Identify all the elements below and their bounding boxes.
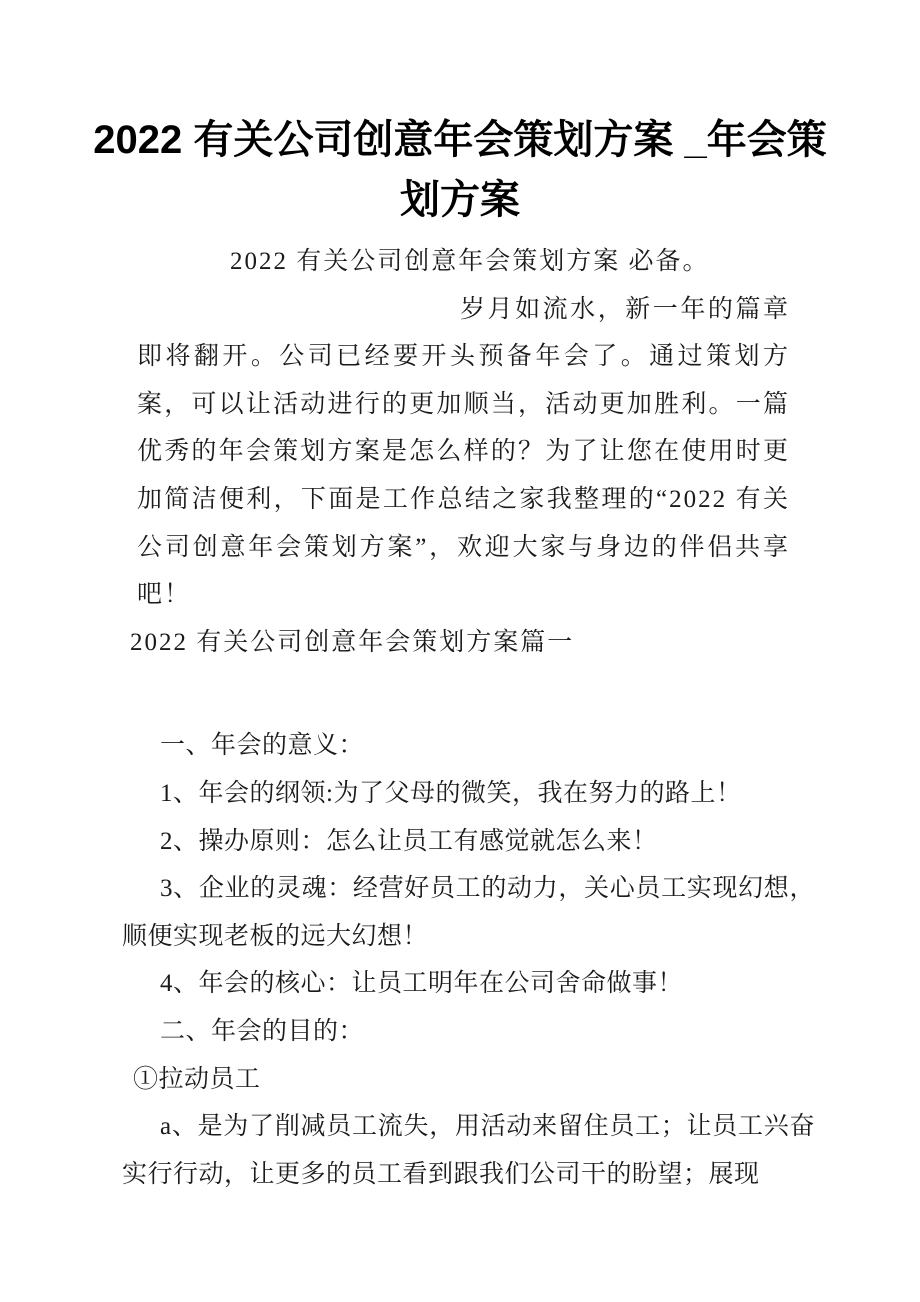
item-4-core: 4、年会的核心：让员工明年在公司舍命做事！ <box>160 970 684 998</box>
item-3-soul: 3、企业的灵魂：经营好员工的动力，关心员工实现幻想，顺便实现老板的远大幻想！ <box>122 875 815 950</box>
doc-subtitle-line: 2022 有关公司创意年会策划方案 必备。 <box>230 248 710 275</box>
document-title: 2022 有关公司创意年会策划方案 _年会策划方案 <box>93 118 827 222</box>
document-body <box>0 238 920 1198</box>
section-2-heading: 二、年会的目的： <box>160 1017 365 1045</box>
section-1-heading: 一、年会的意义： <box>160 732 365 760</box>
item-1-guideline: 1、年会的纲领:为了父母的微笑，我在努力的路上！ <box>160 779 742 807</box>
chapter-one-heading: 2022 有关公司创意年会策划方案篇一 <box>130 628 575 656</box>
item-2-principle: 2、操办原则：怎么让员工有感觉就怎么来！ <box>160 827 658 855</box>
subitem-circled-1: ①拉动员工 <box>133 1065 261 1093</box>
intro-paragraph: 岁月如流水，新一年的篇章即将翻开。公司已经要开头预备年会了。通过策划方案，可以让活动进行的更加顺当，活动更加胜利。一篇优秀的年会策划方案是怎么样的？为了让您在使用时更加简洁便利，下面是工作总结之家我整理的“2022 有关公司创意年会策划方案”，欢迎大家与身边的伴侣共享吧！ <box>137 295 790 609</box>
subitem-a-paragraph: a、是为了削减员工流失，用活动来留住员工；让员工兴奋实行行动，让更多的员工看到跟我们公司干的盼望；展现 <box>122 1113 815 1188</box>
